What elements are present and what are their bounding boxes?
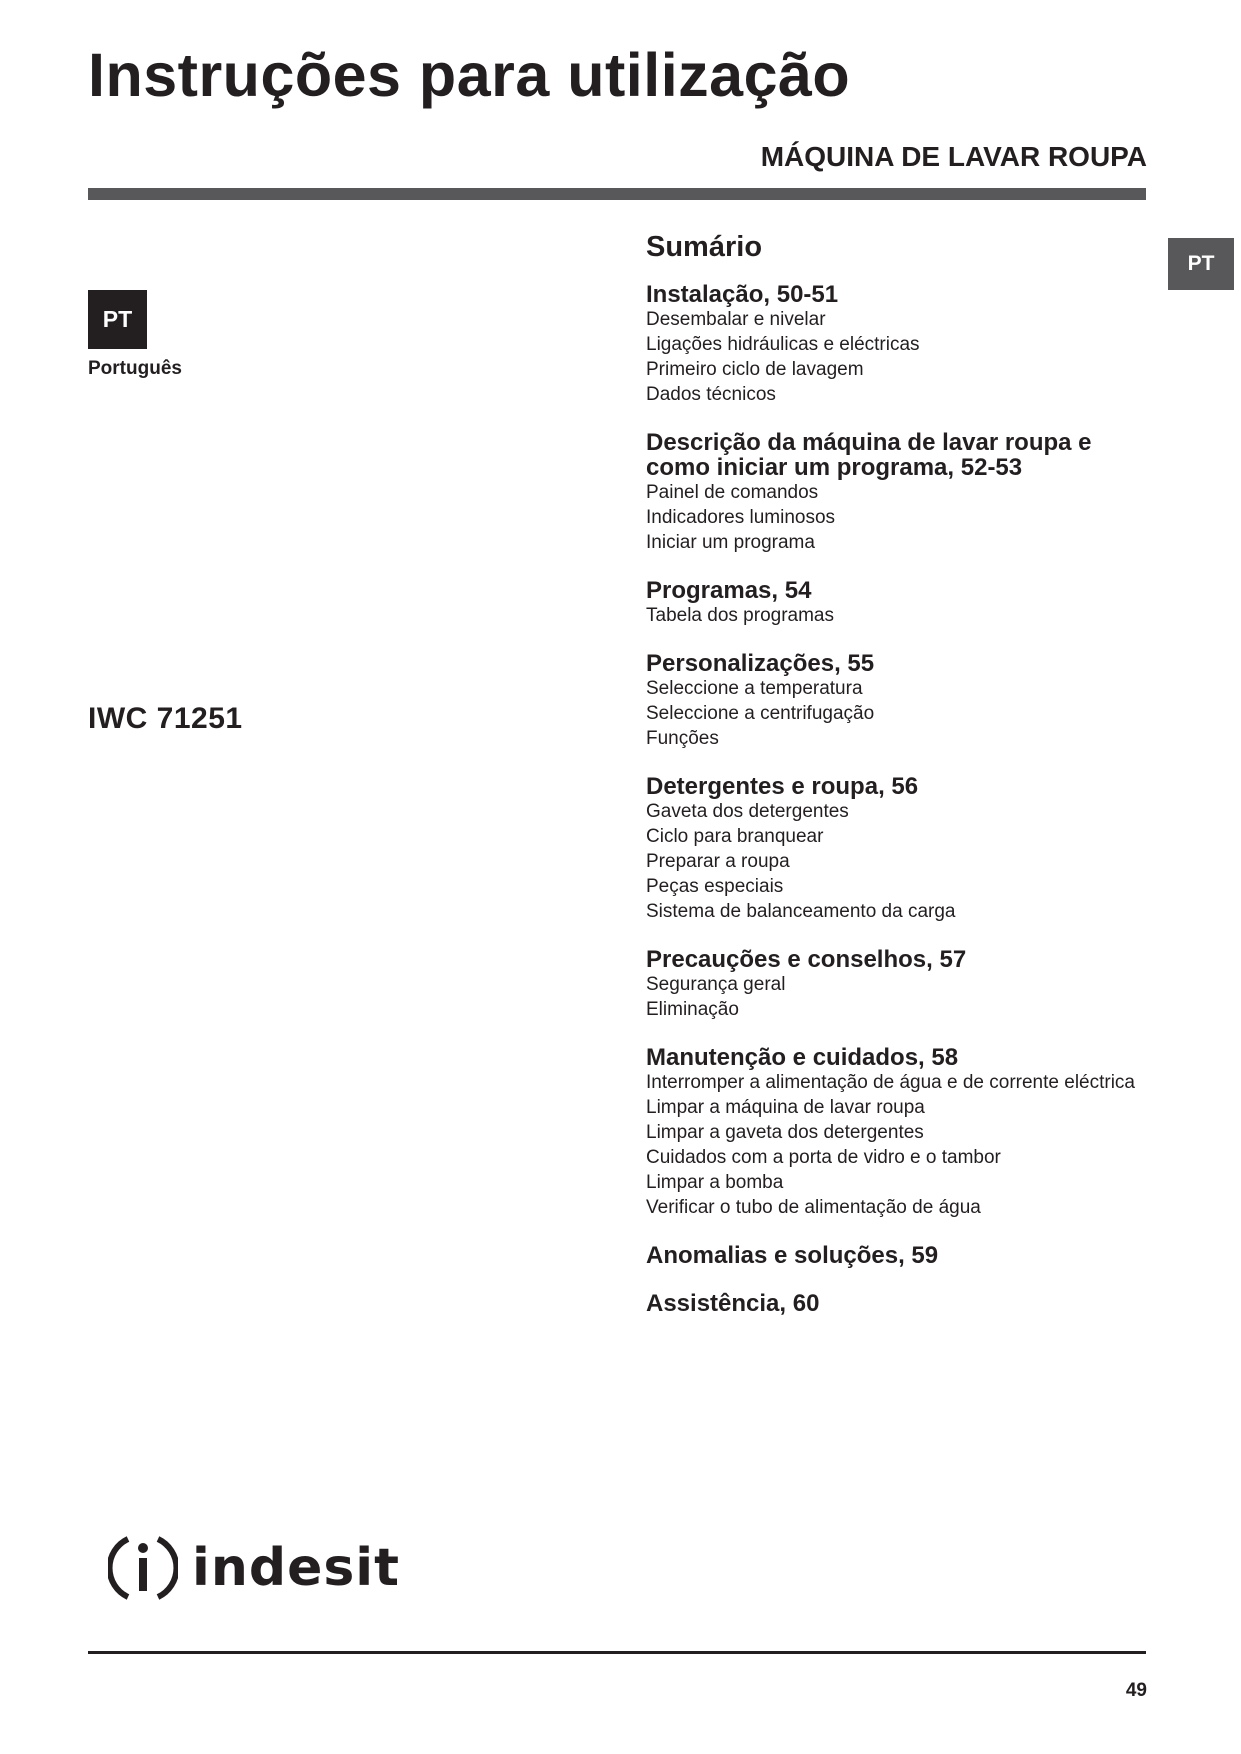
toc-item: Limpar a máquina de lavar roupa [646,1097,925,1118]
language-label: Português [88,358,182,379]
toc-item: Sistema de balanceamento da carga [646,901,956,922]
toc-section-title: Descrição da máquina de lavar roupa e como iniciar um programa, 52-53 [646,429,1092,481]
toc-section [646,1291,1146,1316]
toc-section-title: Programas, 54 [646,577,812,604]
toc-section-title: Precauções e conselhos, 57 [646,946,967,973]
toc-item: Seleccione a temperatura [646,678,863,699]
toc-item: Eliminação [646,999,739,1020]
toc-item: Desembalar e nivelar [646,309,826,330]
toc-item-list [646,603,1146,628]
toc-section [646,1243,1146,1268]
toc-section-title: Manutenção e cuidados, 58 [646,1044,959,1071]
top-divider [88,188,1146,200]
toc-item-list [646,972,1146,1022]
language-side-tab: PT [1168,238,1234,290]
toc-sections [646,282,1146,1316]
table-of-contents [646,230,1146,1339]
toc-item: Verificar o tubo de alimentação de água [646,1197,981,1218]
bottom-divider [88,1651,1146,1654]
toc-item-list [646,1070,1146,1220]
page-number: 49 [1125,1680,1147,1701]
toc-section [646,282,1146,407]
toc-section-title: Personalizações, 55 [646,650,875,677]
indesit-info-icon [108,1531,178,1605]
toc-item-list [646,480,1146,555]
toc-item: Limpar a gaveta dos detergentes [646,1122,924,1143]
toc-item: Ligações hidráulicas e eléctricas [646,334,920,355]
toc-item: Seleccione a centrifugação [646,703,875,724]
toc-section [646,947,1146,1022]
toc-item: Funções [646,728,719,749]
toc-item: Tabela dos programas [646,605,834,626]
toc-section-title: Assistência, 60 [646,1290,820,1317]
page-subtitle: MÁQUINA DE LAVAR ROUPA [760,141,1147,172]
toc-section [646,651,1146,751]
toc-section-title: Anomalias e soluções, 59 [646,1242,939,1269]
toc-item-list [646,676,1146,751]
toc-section-title: Detergentes e roupa, 56 [646,773,919,800]
toc-item: Painel de comandos [646,482,819,503]
toc-item-list [646,307,1146,407]
toc-item: Preparar a roupa [646,851,790,872]
toc-section-title: Instalação, 50-51 [646,281,839,308]
toc-item-list [646,799,1146,924]
brand-logo [108,1530,408,1605]
toc-section [646,1045,1146,1220]
toc-section [646,578,1146,628]
page-title: Instruções para utilização [88,41,851,109]
toc-item: Segurança geral [646,974,786,995]
toc-item: Dados técnicos [646,384,776,405]
toc-item: Ciclo para branquear [646,826,824,847]
toc-item: Indicadores luminosos [646,507,836,528]
toc-item: Cuidados com a porta de vidro e o tambor [646,1147,1001,1168]
language-badge: PT [88,290,147,349]
toc-item: Gaveta dos detergentes [646,801,849,822]
model-number: IWC 71251 [88,702,243,735]
toc-item: Limpar a bomba [646,1172,784,1193]
toc-heading: Sumário [646,231,763,263]
toc-item: Iniciar um programa [646,532,815,553]
toc-item: Interromper a alimentação de água e de corrente eléctrica [646,1072,1135,1093]
toc-section [646,774,1146,924]
brand-wordmark: indesit [192,1537,400,1598]
toc-item: Primeiro ciclo de lavagem [646,359,864,380]
toc-item: Peças especiais [646,876,784,897]
toc-section [646,430,1146,555]
